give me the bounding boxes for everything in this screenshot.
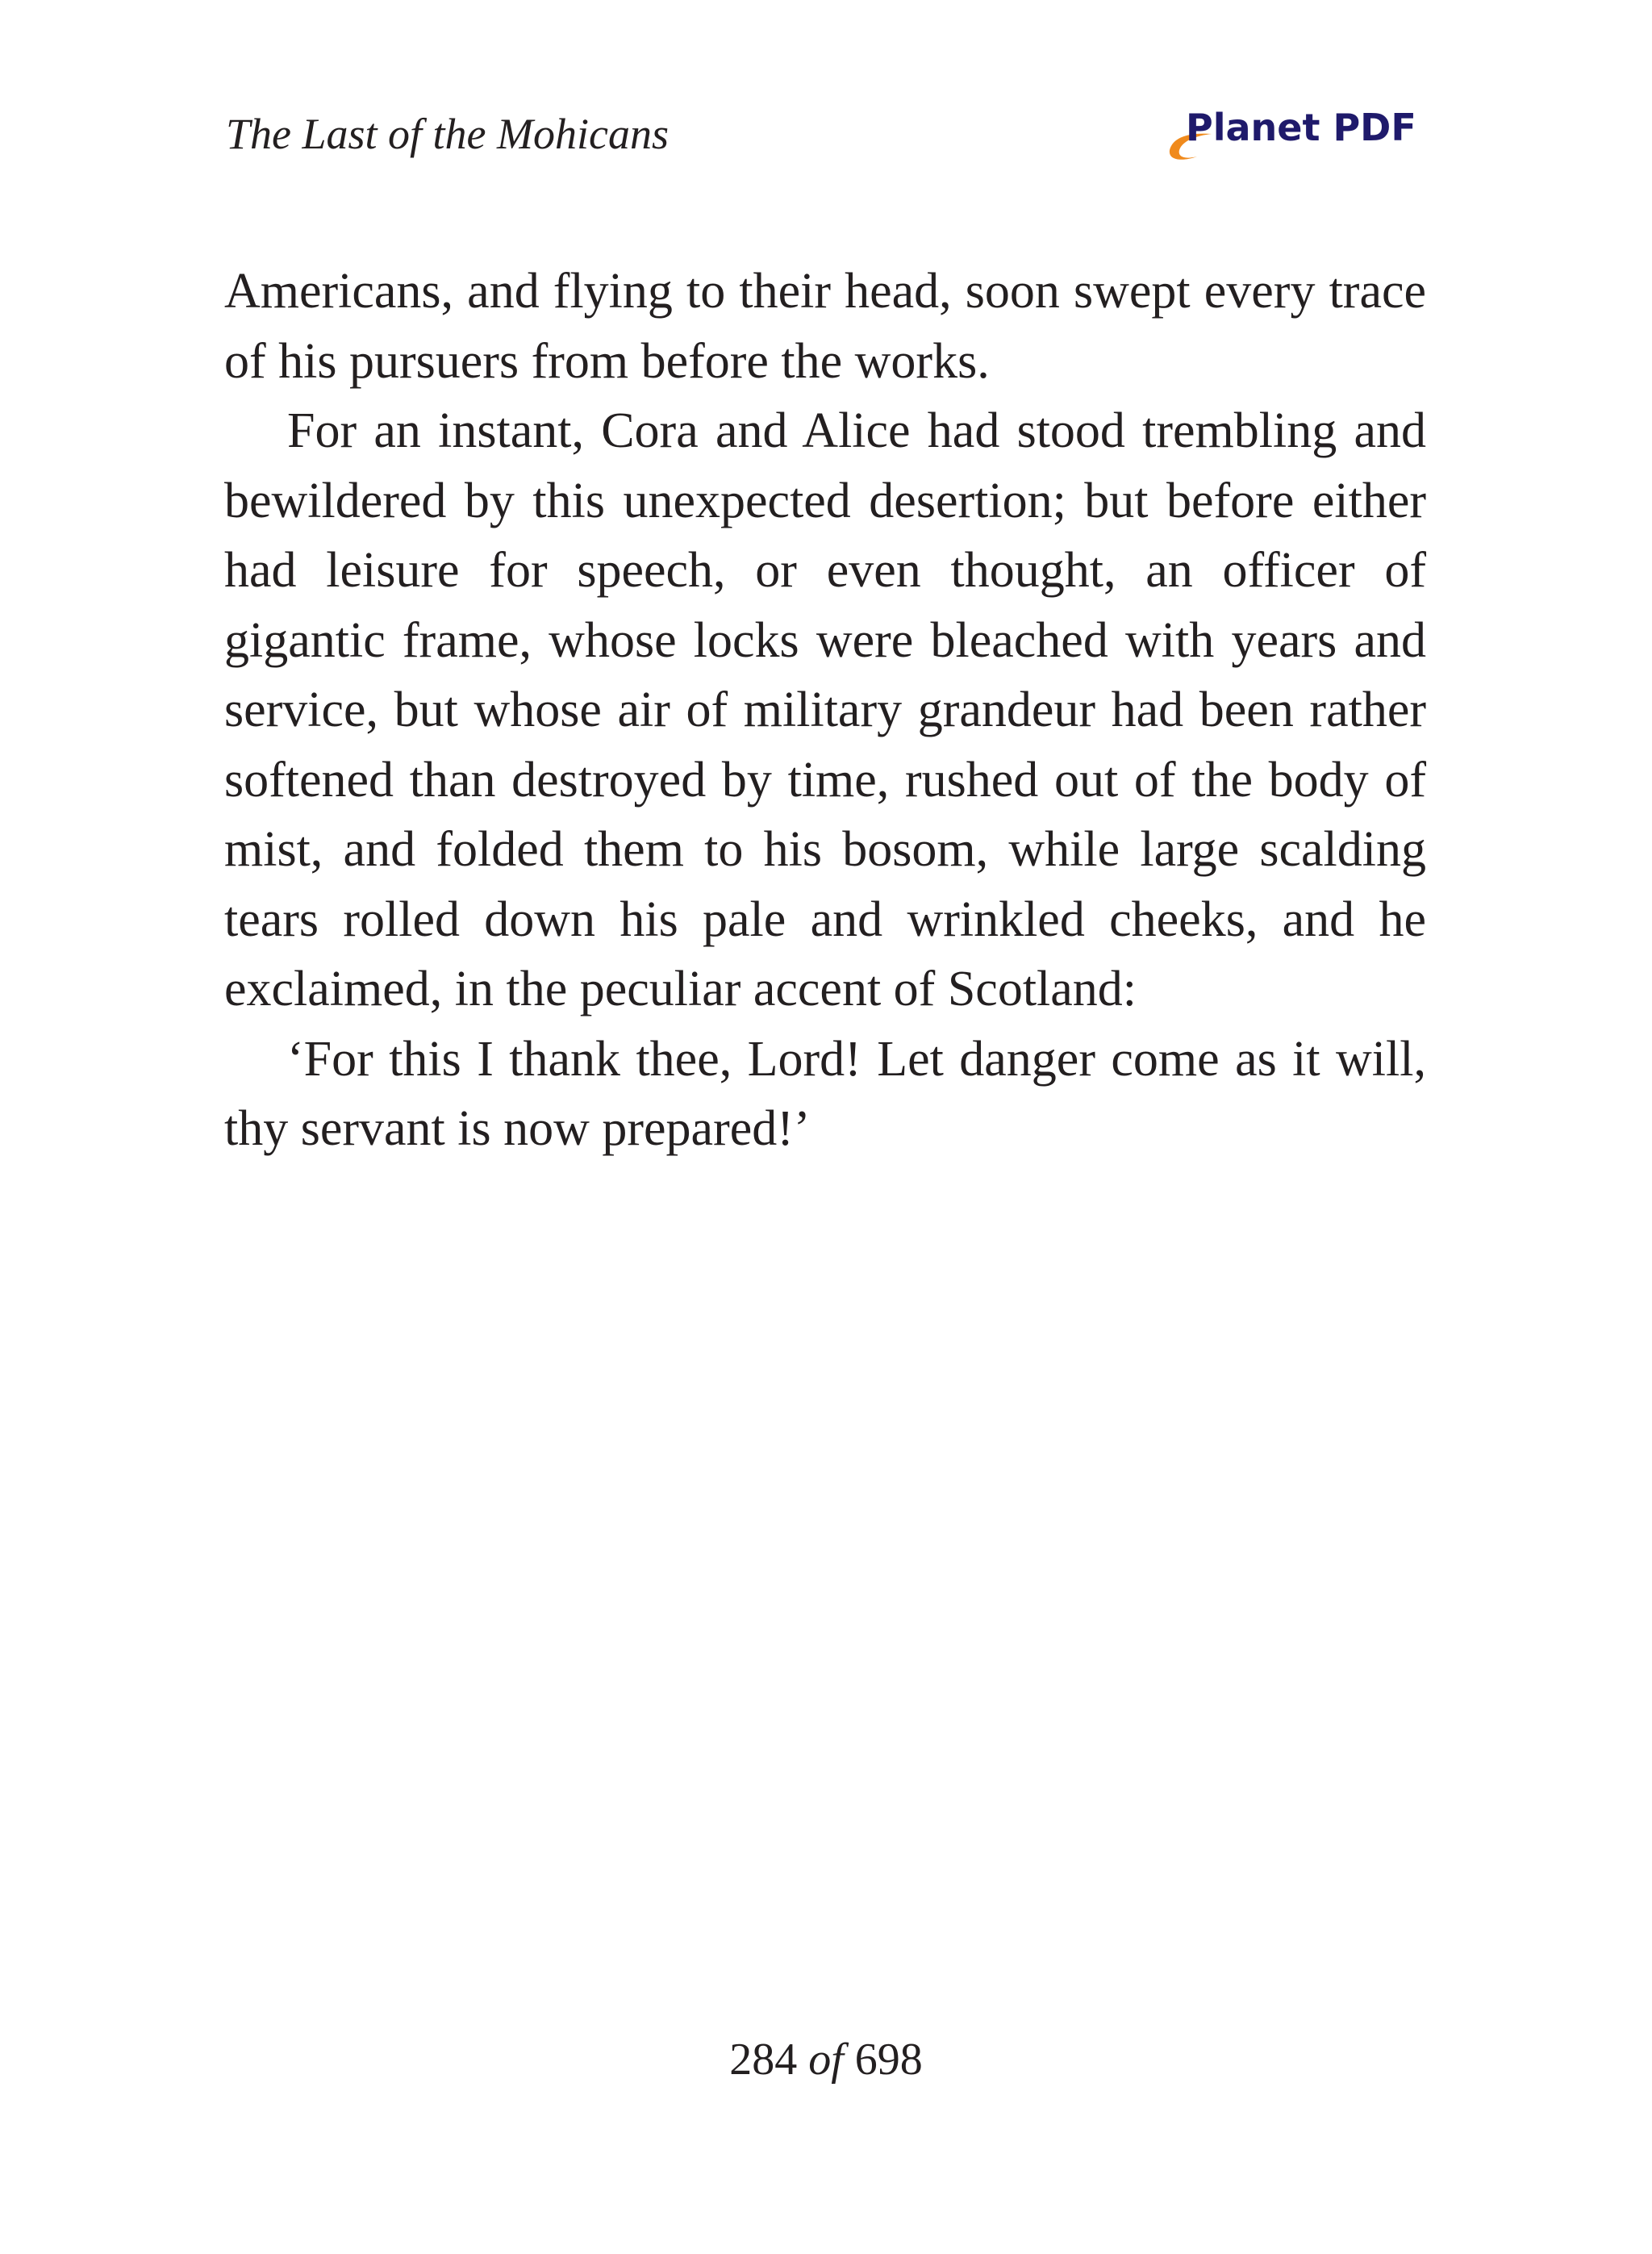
page-body <box>224 257 1426 1164</box>
paragraph-1: Americans, and flying to their head, soon swept every trace of his pursuers from before the works. <box>224 264 1426 389</box>
running-title: The Last of the Mohicans <box>226 110 669 158</box>
paragraph-2: For an instant, Cora and Alice had stood trembling and bewildered by this unexpected desertion; but before either had leisure for speech, or even thought, an officer of gigantic frame, whose locks were bleached with years and service, but whose air of military grandeur had been rather softened than destroyed by time, rushed out of the body of mist, and folded them to his bosom, while large scalding tears rolled down his pale and wrinkled cheeks, and he exclaimed, in the peculiar accent of Scotland: <box>224 403 1426 1016</box>
page-current: 284 <box>729 2035 798 2085</box>
page-number <box>0 2031 1652 2088</box>
planet-pdf-logo <box>1165 103 1423 168</box>
logo-wordmark: Planet PDF <box>1186 106 1416 149</box>
planet-pdf-logo-icon <box>1165 103 1423 168</box>
page-separator: of <box>808 2035 844 2085</box>
page-total: 698 <box>854 2035 923 2085</box>
paragraph-3: ‘For this I thank thee, Lord! Let danger come as it will, thy servant is now prepared!’ <box>224 1031 1426 1156</box>
